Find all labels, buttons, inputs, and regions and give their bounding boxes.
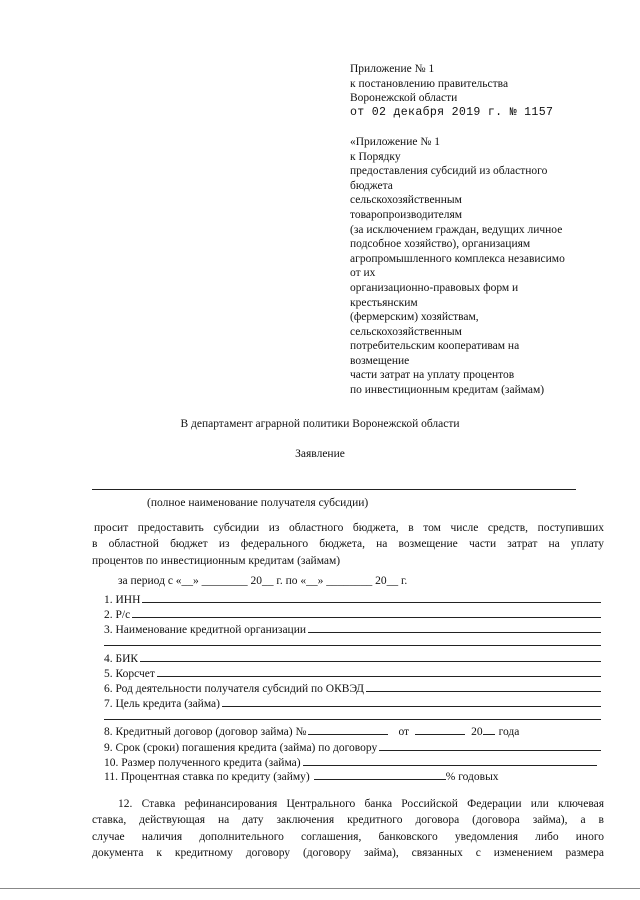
header-line: от их — [350, 267, 376, 280]
item12-line: ставка, действующая на дату заключения кредитного договора (договора займа), а в — [92, 814, 604, 827]
item12-line: 12. Ставка рефинансирования Центрального банка Российской Федерации или ключевая — [118, 798, 604, 810]
scan-edge — [0, 888, 640, 889]
item12-line: документа к кредитному договору (договору займа), связанных с изменением размера — [92, 846, 604, 859]
field-bank-name-continuation — [104, 645, 601, 646]
header-line: (фермерским) хозяйствам, — [350, 311, 479, 324]
field-interest-rate: 11. Процентная ставка по кредиту (займу) % годовых — [104, 771, 499, 783]
field-loan-purpose-continuation — [104, 719, 601, 720]
header-line: «Приложение № 1 — [350, 135, 440, 148]
header-line: организационно-правовых форм и — [350, 281, 519, 294]
field-loan-agreement: 8. Кредитный договор (договор займа) № от 20 года — [104, 726, 520, 738]
header-line: бюджета — [350, 179, 393, 192]
header-line: к Порядку — [350, 150, 401, 163]
request-line: процентов по инвестиционным кредитам (займам) — [92, 554, 341, 567]
header-line: сельскохозяйственным — [350, 325, 462, 338]
field-inn: 1. ИНН — [104, 591, 601, 606]
request-line: просит предоставить субсидии из областного бюджета, в том числе средств, поступивших — [94, 522, 604, 534]
header-line: подсобное хозяйство), организациям — [350, 238, 531, 251]
header-line: Воронежской области — [350, 92, 458, 105]
item12-line: случае наличия дополнительного соглашения, банковского уведомления либо иного — [92, 830, 604, 843]
period-line: за период с «__» ________ 20__ г. по «__» ________ 20__ г. — [118, 575, 408, 587]
field-okved: 6. Род деятельности получателя субсидий по ОКВЭД — [104, 680, 601, 695]
header-line: сельскохозяйственным — [350, 194, 462, 207]
decree-number: от 02 декабря 2019 г. № 1157 — [350, 105, 554, 119]
request-line: в областной бюджет из федерального бюджета, на возмещение части затрат на уплату — [92, 538, 604, 551]
field-account: 2. Р/с — [104, 606, 601, 621]
request-paragraph — [92, 520, 604, 569]
field-loan-amount: 10. Размер полученного кредита (займа) — [104, 754, 597, 769]
item12-paragraph — [92, 796, 604, 861]
header-line: потребительским кооперативам на — [350, 340, 520, 353]
header-line: к постановлению правительства — [350, 77, 509, 90]
header-line: предоставления субсидий из областного — [350, 165, 548, 178]
doc-title: Заявление — [295, 448, 345, 460]
field-bik: 4. БИК — [104, 650, 601, 665]
header-line: агропромышленного комплекса независимо — [350, 252, 565, 265]
appendix-header — [350, 62, 565, 398]
field-repayment-term: 9. Срок (сроки) погашения кредита (займа) по договору — [104, 739, 601, 754]
field-bank-name: 3. Наименование кредитной организации — [104, 621, 601, 636]
header-line: части затрат на уплату процентов — [350, 369, 515, 382]
header-line: возмещение — [350, 354, 410, 367]
header-line: Приложение № 1 — [350, 63, 435, 75]
addressee: В департамент аграрной политики Воронежской области — [180, 418, 460, 430]
header-line: по инвестиционным кредитам (займам) — [350, 384, 545, 397]
recipient-caption: (полное наименование получателя субсидии) — [147, 497, 369, 509]
header-line: (за исключением граждан, ведущих личное — [350, 223, 563, 236]
recipient-line — [92, 489, 576, 490]
header-line: крестьянским — [350, 296, 418, 309]
field-loan-purpose: 7. Цель кредита (займа) — [104, 695, 601, 710]
field-corr-account: 5. Корсчет — [104, 665, 601, 680]
header-line: товаропроизводителям — [350, 208, 463, 221]
